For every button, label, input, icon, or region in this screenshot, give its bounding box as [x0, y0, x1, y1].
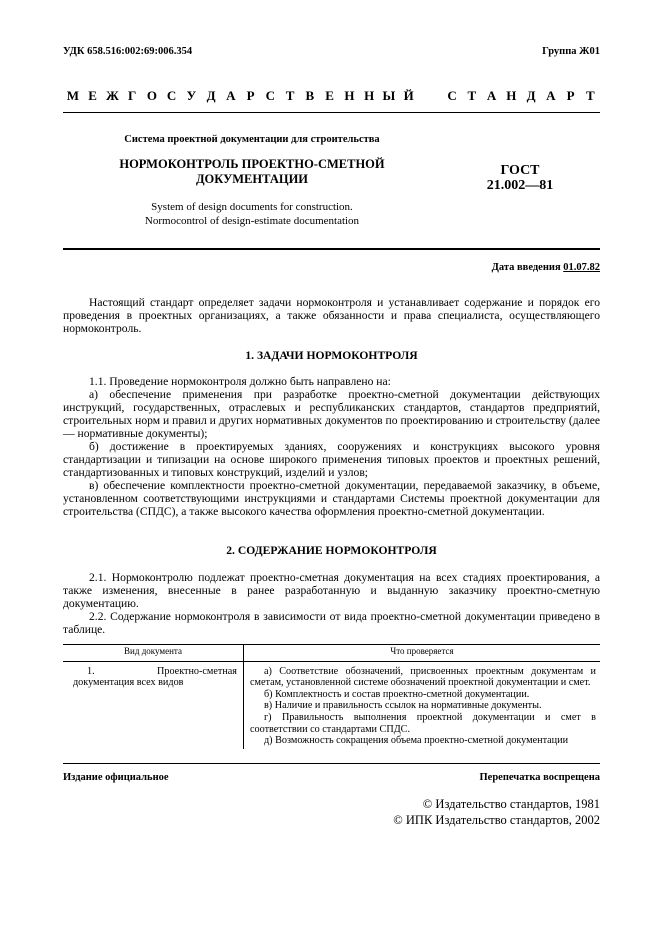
- title-divider: [63, 248, 600, 250]
- gost-label: ГОСТ: [500, 163, 540, 178]
- banner-letter: А: [546, 88, 556, 103]
- copyright-1981: © Издательство стандартов, 1981: [422, 797, 600, 811]
- banner-letter: Т: [467, 88, 477, 103]
- banner-letter: Т: [285, 88, 295, 103]
- banner-letter: С: [447, 88, 457, 103]
- banner-letter: Н: [364, 88, 375, 103]
- banner-letter: Ы: [382, 88, 396, 103]
- system-title: Система проектной документации для строительства: [124, 134, 380, 145]
- document-title: [63, 157, 441, 187]
- official-edition: Издание официальное: [63, 772, 169, 783]
- banner-letter: Е: [325, 88, 334, 103]
- section-2-title: 2. СОДЕРЖАНИЕ НОРМОКОНТРОЛЯ: [226, 544, 437, 557]
- standard-banner: [63, 88, 600, 104]
- check-item: б) Комплектность и состав проектно-сметной документации.: [264, 688, 530, 700]
- copyright-2002: © ИПК Издательство стандартов, 2002: [393, 813, 600, 827]
- paragraph: 2.1. Нормоконтролю подлежат проектно-сметная документация на всех стадиях проектирования, а также изменения, внесенные в ранее разработанную и выданную заказчику проектно-сметную документацию.: [63, 571, 600, 610]
- table-row: [63, 661, 600, 749]
- banner-letter: Д: [526, 88, 536, 103]
- check-item: а) Соответствие обозначений, присвоенных проектным документам и сметам, установленной системе обозначений проектной документации и смет.: [250, 665, 596, 689]
- banner-letter: С: [166, 88, 177, 103]
- banner-letter: А: [226, 88, 236, 103]
- cell-text: 1. Проектно-сметная документация всех видов: [73, 665, 237, 689]
- normocontrol-table: [63, 644, 600, 749]
- banner-letter: С: [265, 88, 276, 103]
- table-cell: [244, 661, 601, 749]
- banner-letter: Н: [344, 88, 355, 103]
- banner-letter: Р: [566, 88, 575, 103]
- banner-letter: У: [186, 88, 197, 103]
- english-line: System of design documents for construction.: [151, 201, 353, 213]
- footer-divider: [63, 763, 600, 764]
- paragraph: б) достижение в проектируемых зданиях, сооружениях и конструкциях высокого уровня стандартизации и типизации на основе широкого применения типовых проектов и проектных решений, стандартизованных и типовых конструкций, изделий и узлов;: [63, 440, 600, 479]
- banner-letter: О: [146, 88, 157, 103]
- top-divider: [63, 112, 600, 113]
- english-title: [63, 200, 441, 228]
- paragraph: а) обеспечение применения при разработке проектно-сметной документации действующих инструкций, государственных, отраслевых и республиканских стандартов, стандартов предприятий, строительных норм и правил и других нормативных документов по проектированию и строительству (далее — нормативные документы);: [63, 388, 600, 440]
- column-header: Что проверяется: [244, 645, 601, 662]
- paragraph: 2.2. Содержание нормоконтроля в зависимости от вида проектно-сметной документации приведено в таблице.: [63, 610, 600, 636]
- banner-letter: Т: [585, 88, 595, 103]
- reprint-notice: Перепечатка воспрещена: [479, 772, 600, 783]
- gost-designation: [470, 163, 570, 193]
- banner-letter: Д: [206, 88, 216, 103]
- title-line: ДОКУМЕНТАЦИИ: [195, 172, 309, 186]
- intro-paragraph: [63, 296, 600, 335]
- table-header-row: [63, 645, 600, 662]
- introduction-date: [492, 262, 600, 273]
- group-code: Группа Ж01: [542, 46, 600, 57]
- section-2-body: [63, 571, 600, 636]
- check-item: д) Возможность сокращения объема проектно-сметной документации: [264, 735, 569, 747]
- paragraph: 1.1. Проведение нормоконтроля должно быть направлено на:: [89, 375, 391, 388]
- banner-letter: Р: [246, 88, 255, 103]
- banner-letter: М: [66, 88, 80, 103]
- gost-number: 21.002—81: [486, 178, 554, 193]
- paragraph: в) обеспечение комплектности проектно-сметной документации, передаваемой заказчику, в объеме, установленном соответствующими инструкциями и стандартами Системы проектной документации для строительства (СПДС), а также высокого качества оформления проектно-сметной документации.: [63, 479, 600, 518]
- banner-letter: Й: [403, 88, 414, 103]
- banner-letter: Е: [88, 88, 97, 103]
- column-header: Вид документа: [63, 645, 244, 662]
- table-cell: [63, 661, 244, 749]
- banner-letter: Н: [506, 88, 517, 103]
- title-line: НОРМОКОНТРОЛЬ ПРОЕКТНО-СМЕТНОЙ: [119, 157, 385, 171]
- banner-letter: Ж: [105, 88, 119, 103]
- paragraph: Настоящий стандарт определяет задачи нормоконтроля и устанавливает содержание и порядок его проведения в проектных организациях, а также обязанности и права специалиста, осуществляющего нормоконтроль.: [63, 296, 600, 335]
- banner-letter: Г: [127, 88, 137, 103]
- section-1-body: [63, 375, 600, 518]
- section-1-title: 1. ЗАДАЧИ НОРМОКОНТРОЛЯ: [245, 349, 418, 362]
- date-label: Дата введения: [491, 262, 564, 273]
- english-line: Normocontrol of design-estimate documentation: [144, 215, 360, 227]
- check-item: г) Правильность выполнения проектной документации и смет в соответствии со стандартами СПДС.: [250, 711, 596, 735]
- banner-letter: А: [486, 88, 497, 103]
- udk-code: УДК 658.516:002:69:006.354: [63, 46, 193, 57]
- date-value: 01.07.82: [563, 262, 600, 273]
- check-item: в) Наличие и правильность ссылок на нормативные документы.: [264, 700, 542, 712]
- banner-letter: В: [305, 88, 315, 103]
